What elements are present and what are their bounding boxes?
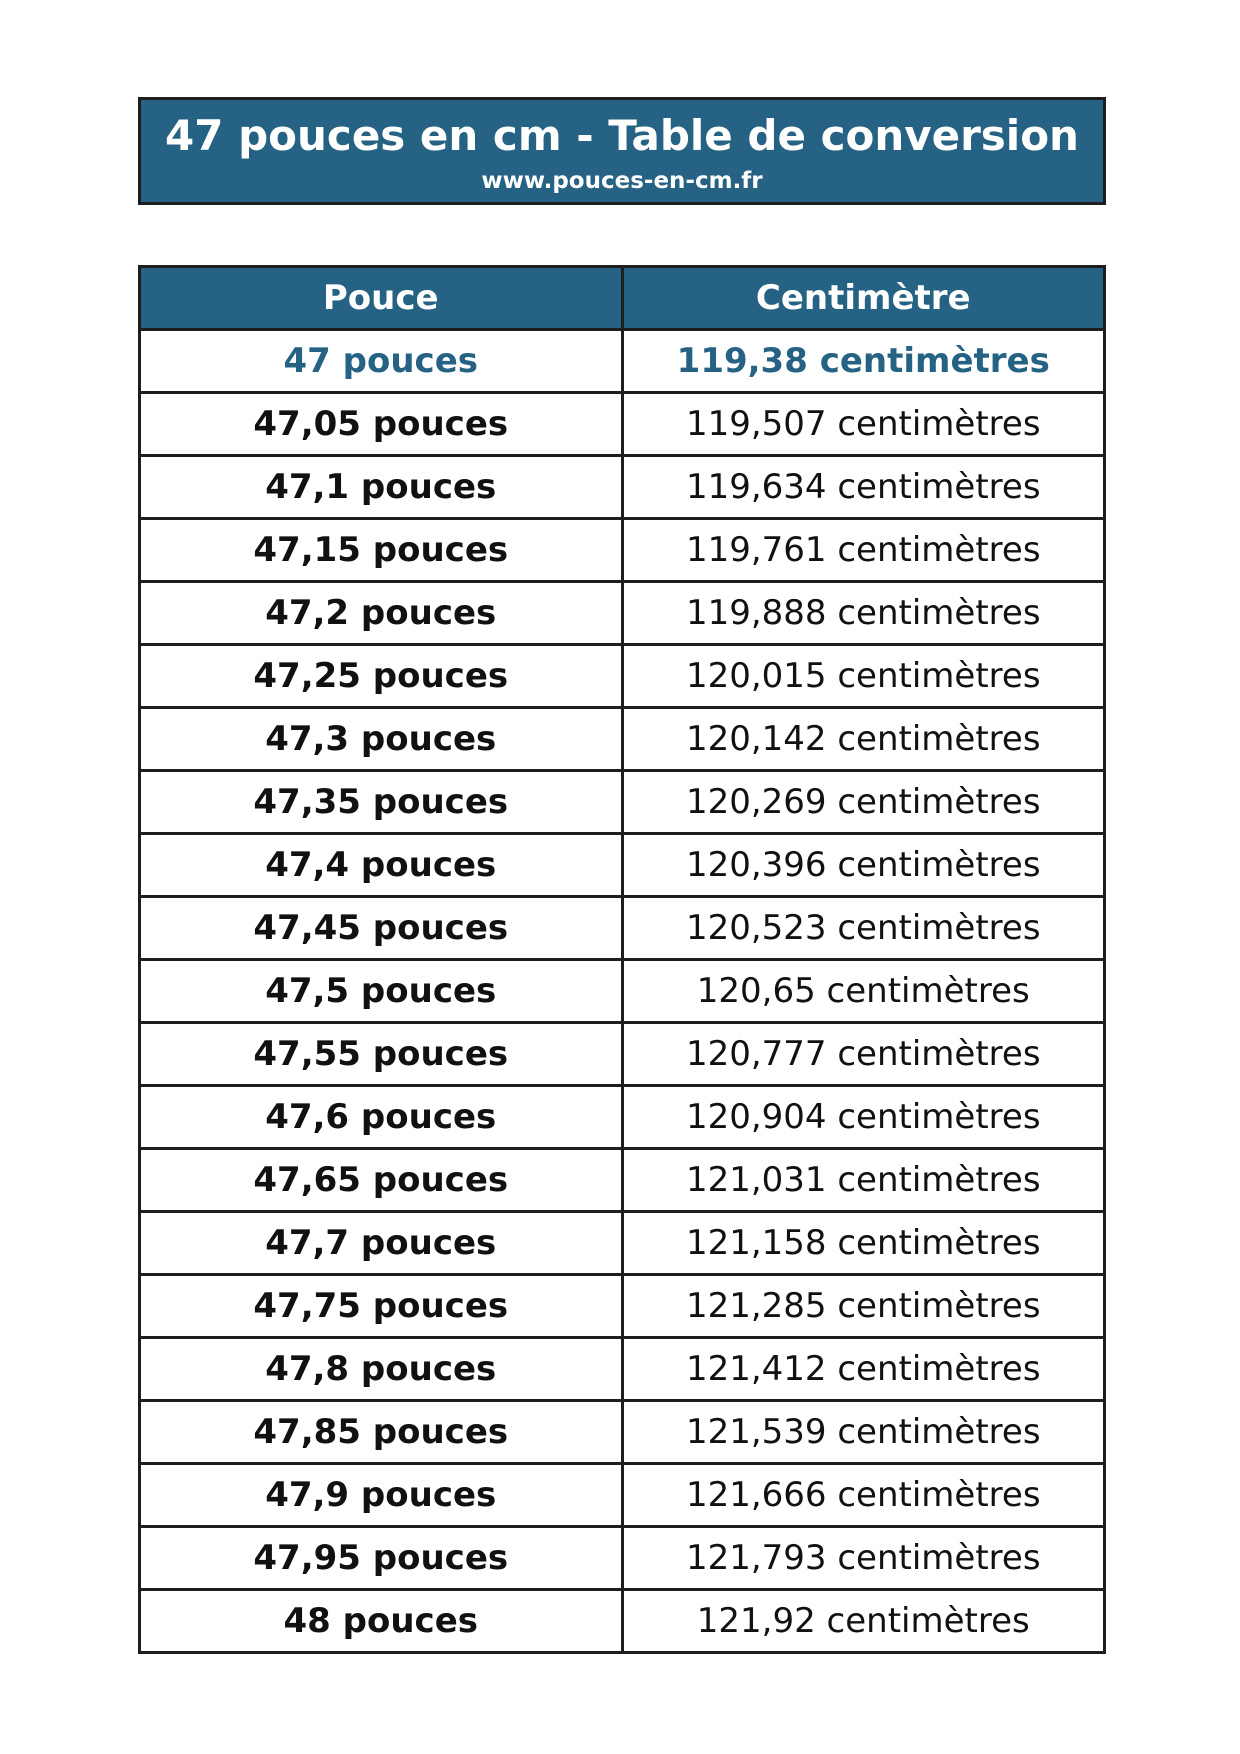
table-row bbox=[140, 960, 1105, 1023]
table-row bbox=[140, 645, 1105, 708]
cm-value-cell: 120,65 centimètres bbox=[622, 960, 1105, 1023]
inch-value-cell: 47,65 pouces bbox=[140, 1149, 623, 1212]
cm-value-cell: 121,92 centimètres bbox=[622, 1590, 1105, 1653]
table-row bbox=[140, 1464, 1105, 1527]
cm-value-cell: 121,285 centimètres bbox=[622, 1275, 1105, 1338]
cm-value-cell: 120,142 centimètres bbox=[622, 708, 1105, 771]
inch-value-cell: 47,45 pouces bbox=[140, 897, 623, 960]
inch-value-cell: 47,5 pouces bbox=[140, 960, 623, 1023]
table-row bbox=[140, 1590, 1105, 1653]
table-row bbox=[140, 771, 1105, 834]
cm-value-cell: 120,523 centimètres bbox=[622, 897, 1105, 960]
cm-value-cell: 120,904 centimètres bbox=[622, 1086, 1105, 1149]
inch-value-cell: 47,8 pouces bbox=[140, 1338, 623, 1401]
inch-value-cell: 47,6 pouces bbox=[140, 1086, 623, 1149]
cm-value-cell: 120,015 centimètres bbox=[622, 645, 1105, 708]
title-banner bbox=[138, 97, 1106, 205]
table-row bbox=[140, 834, 1105, 897]
inch-value-cell: 47,4 pouces bbox=[140, 834, 623, 897]
page-title: 47 pouces en cm - Table de conversion bbox=[165, 111, 1079, 160]
cm-value-cell: 120,396 centimètres bbox=[622, 834, 1105, 897]
inch-value-cell: 47,35 pouces bbox=[140, 771, 623, 834]
inch-value-cell: 47,25 pouces bbox=[140, 645, 623, 708]
table-row bbox=[140, 582, 1105, 645]
cm-value-cell: 119,38 centimètres bbox=[622, 330, 1105, 393]
cm-value-cell: 119,507 centimètres bbox=[622, 393, 1105, 456]
inch-value-cell: 47,05 pouces bbox=[140, 393, 623, 456]
table-row bbox=[140, 456, 1105, 519]
website-url: www.pouces-en-cm.fr bbox=[481, 168, 763, 194]
table-row bbox=[140, 1401, 1105, 1464]
table-header-row bbox=[140, 267, 1105, 330]
table-row bbox=[140, 1086, 1105, 1149]
cm-value-cell: 119,888 centimètres bbox=[622, 582, 1105, 645]
cm-value-cell: 121,031 centimètres bbox=[622, 1149, 1105, 1212]
table-row bbox=[140, 1212, 1105, 1275]
cm-value-cell: 121,666 centimètres bbox=[622, 1464, 1105, 1527]
inch-value-cell: 47,3 pouces bbox=[140, 708, 623, 771]
inch-value-cell: 47,95 pouces bbox=[140, 1527, 623, 1590]
inch-value-cell: 47,9 pouces bbox=[140, 1464, 623, 1527]
table-row bbox=[140, 519, 1105, 582]
table-row bbox=[140, 1275, 1105, 1338]
inch-value-cell: 47,55 pouces bbox=[140, 1023, 623, 1086]
cm-value-cell: 121,412 centimètres bbox=[622, 1338, 1105, 1401]
inch-value-cell: 47,1 pouces bbox=[140, 456, 623, 519]
inch-value-cell: 47,85 pouces bbox=[140, 1401, 623, 1464]
table-row bbox=[140, 1023, 1105, 1086]
inch-value-cell: 48 pouces bbox=[140, 1590, 623, 1653]
cm-value-cell: 121,793 centimètres bbox=[622, 1527, 1105, 1590]
table-row bbox=[140, 1338, 1105, 1401]
conversion-table bbox=[138, 265, 1106, 1654]
cm-value-cell: 121,158 centimètres bbox=[622, 1212, 1105, 1275]
cm-value-cell: 120,269 centimètres bbox=[622, 771, 1105, 834]
column-header-cm: Centimètre bbox=[622, 267, 1105, 330]
column-header-inch: Pouce bbox=[140, 267, 623, 330]
inch-value-cell: 47,15 pouces bbox=[140, 519, 623, 582]
cm-value-cell: 120,777 centimètres bbox=[622, 1023, 1105, 1086]
inch-value-cell: 47,2 pouces bbox=[140, 582, 623, 645]
table-row bbox=[140, 1149, 1105, 1212]
table-row bbox=[140, 393, 1105, 456]
cm-value-cell: 119,634 centimètres bbox=[622, 456, 1105, 519]
inch-value-cell: 47,75 pouces bbox=[140, 1275, 623, 1338]
table-row bbox=[140, 330, 1105, 393]
table-row bbox=[140, 897, 1105, 960]
inch-value-cell: 47,7 pouces bbox=[140, 1212, 623, 1275]
table-row bbox=[140, 708, 1105, 771]
table-body bbox=[140, 330, 1105, 1653]
cm-value-cell: 119,761 centimètres bbox=[622, 519, 1105, 582]
table-row bbox=[140, 1527, 1105, 1590]
inch-value-cell: 47 pouces bbox=[140, 330, 623, 393]
cm-value-cell: 121,539 centimètres bbox=[622, 1401, 1105, 1464]
